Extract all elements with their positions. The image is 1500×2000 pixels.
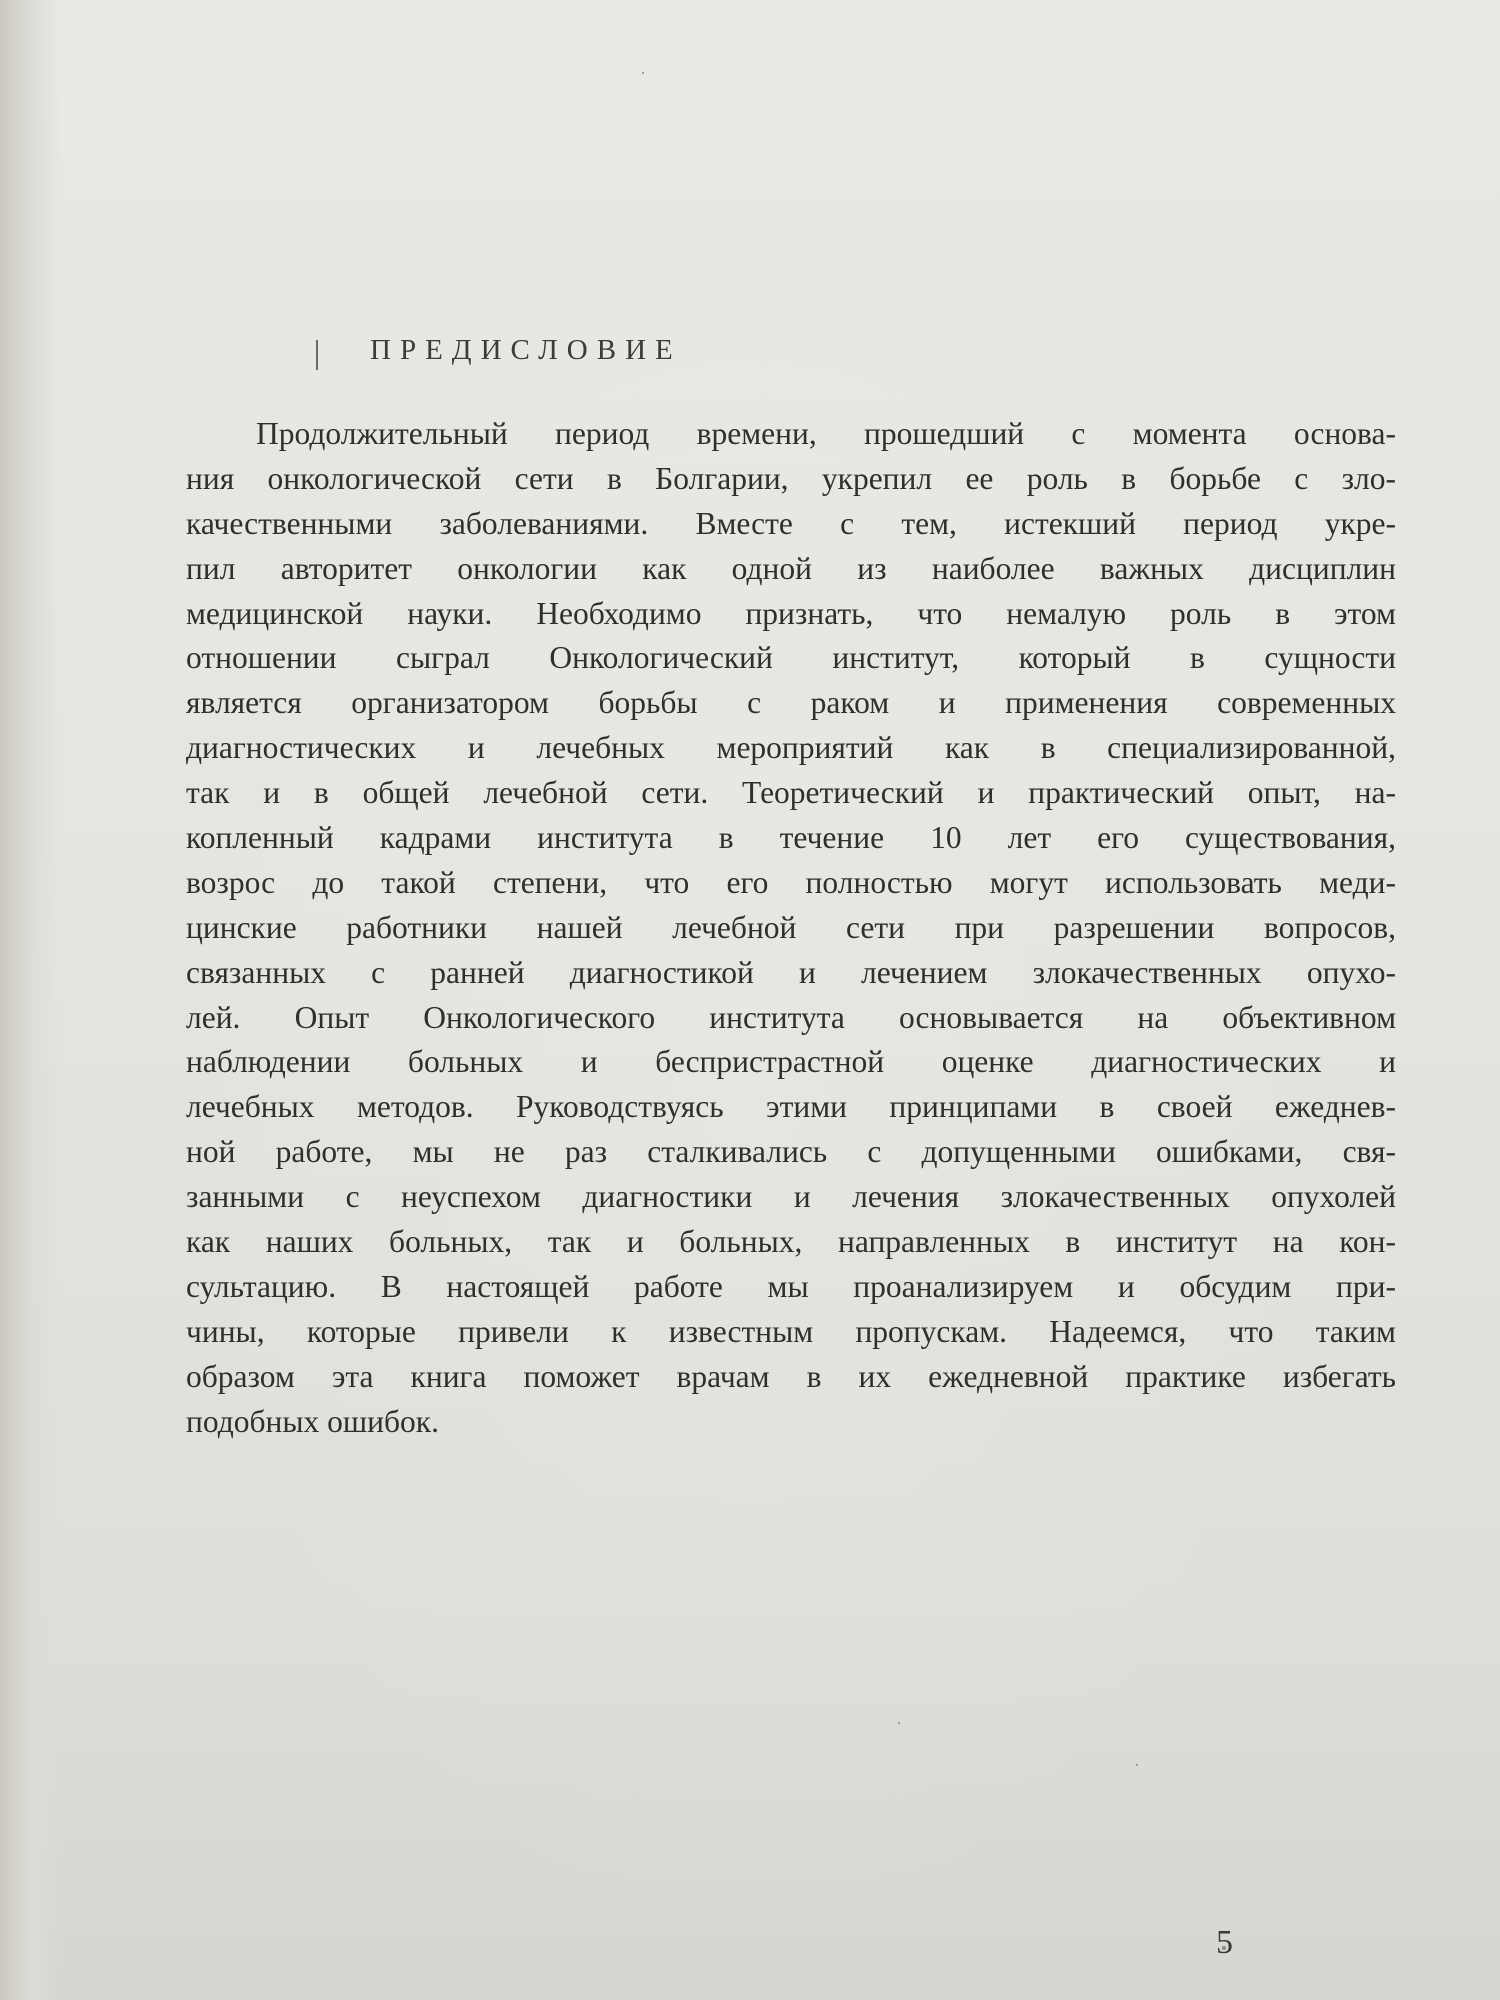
text-line: занными с неуспехом диагностики и лечения злокачественных опухолей	[186, 1179, 1396, 1215]
text-line: пил авторитет онкологии как одной из наиболее важных дисциплин	[186, 550, 1396, 586]
text-line: как наших больных, так и больных, направленных в институт на кон-	[186, 1224, 1396, 1260]
text-line: лечебных методов. Руководствуясь этими принципами в своей ежеднев-	[186, 1089, 1396, 1125]
page-number: 5	[1216, 1924, 1233, 1961]
text-line: лей. Опыт Онкологического института основывается на объективном	[186, 999, 1396, 1035]
text-line: качественными заболеваниями. Вместе с тем, истекший период укре-	[186, 505, 1396, 541]
text-line: сультацию. В настоящей работе мы проанализируем и обсудим при-	[186, 1268, 1396, 1304]
text-line: наблюдении больных и беспристрастной оценке диагностических и	[186, 1044, 1396, 1080]
paper-speck	[898, 1722, 900, 1724]
text-line: отношении сыграл Онкологический институт, который в сущности	[186, 640, 1396, 676]
text-line: медицинской науки. Необходимо признать, что немалую роль в этом	[186, 595, 1396, 631]
text-line: так и в общей лечебной сети. Теоретический и практический опыт, на-	[186, 775, 1396, 811]
text-line: связанных с ранней диагностикой и лечением злокачественных опухо-	[186, 954, 1396, 990]
text-line: копленный кадрами института в течение 10 лет его существования,	[186, 820, 1396, 856]
text-line: ния онкологической сети в Болгарии, укрепил ее роль в борьбе с зло-	[186, 460, 1396, 496]
paper-speck	[642, 72, 644, 74]
text-line: Продолжительный период времени, прошедший с момента основа-	[256, 416, 1396, 451]
text-line: цинские работники нашей лечебной сети при разрешении вопросов,	[186, 909, 1396, 945]
paper-speck	[1136, 1764, 1138, 1766]
heading-margin-mark	[316, 340, 318, 370]
text-line: возрос до такой степени, что его полностью могут использовать меди-	[186, 864, 1396, 900]
text-line: чины, которые привели к известным пропускам. Надеемся, что таким	[186, 1313, 1396, 1349]
page-gutter-shadow	[0, 0, 60, 2000]
text-line: ной работе, мы не раз сталкивались с допущенными ошибками, свя-	[186, 1134, 1396, 1170]
preface-body	[186, 412, 1396, 1444]
text-line: является организатором борьбы с раком и применения современных	[186, 685, 1396, 721]
text-line: подобных ошибок.	[186, 1403, 439, 1439]
text-line: образом эта книга поможет врачам в их ежедневной практике избегать	[186, 1358, 1396, 1394]
text-line: диагностических и лечебных мероприятий как в специализированной,	[186, 730, 1396, 766]
preface-heading: ПРЕДИСЛОВИЕ	[370, 334, 682, 366]
